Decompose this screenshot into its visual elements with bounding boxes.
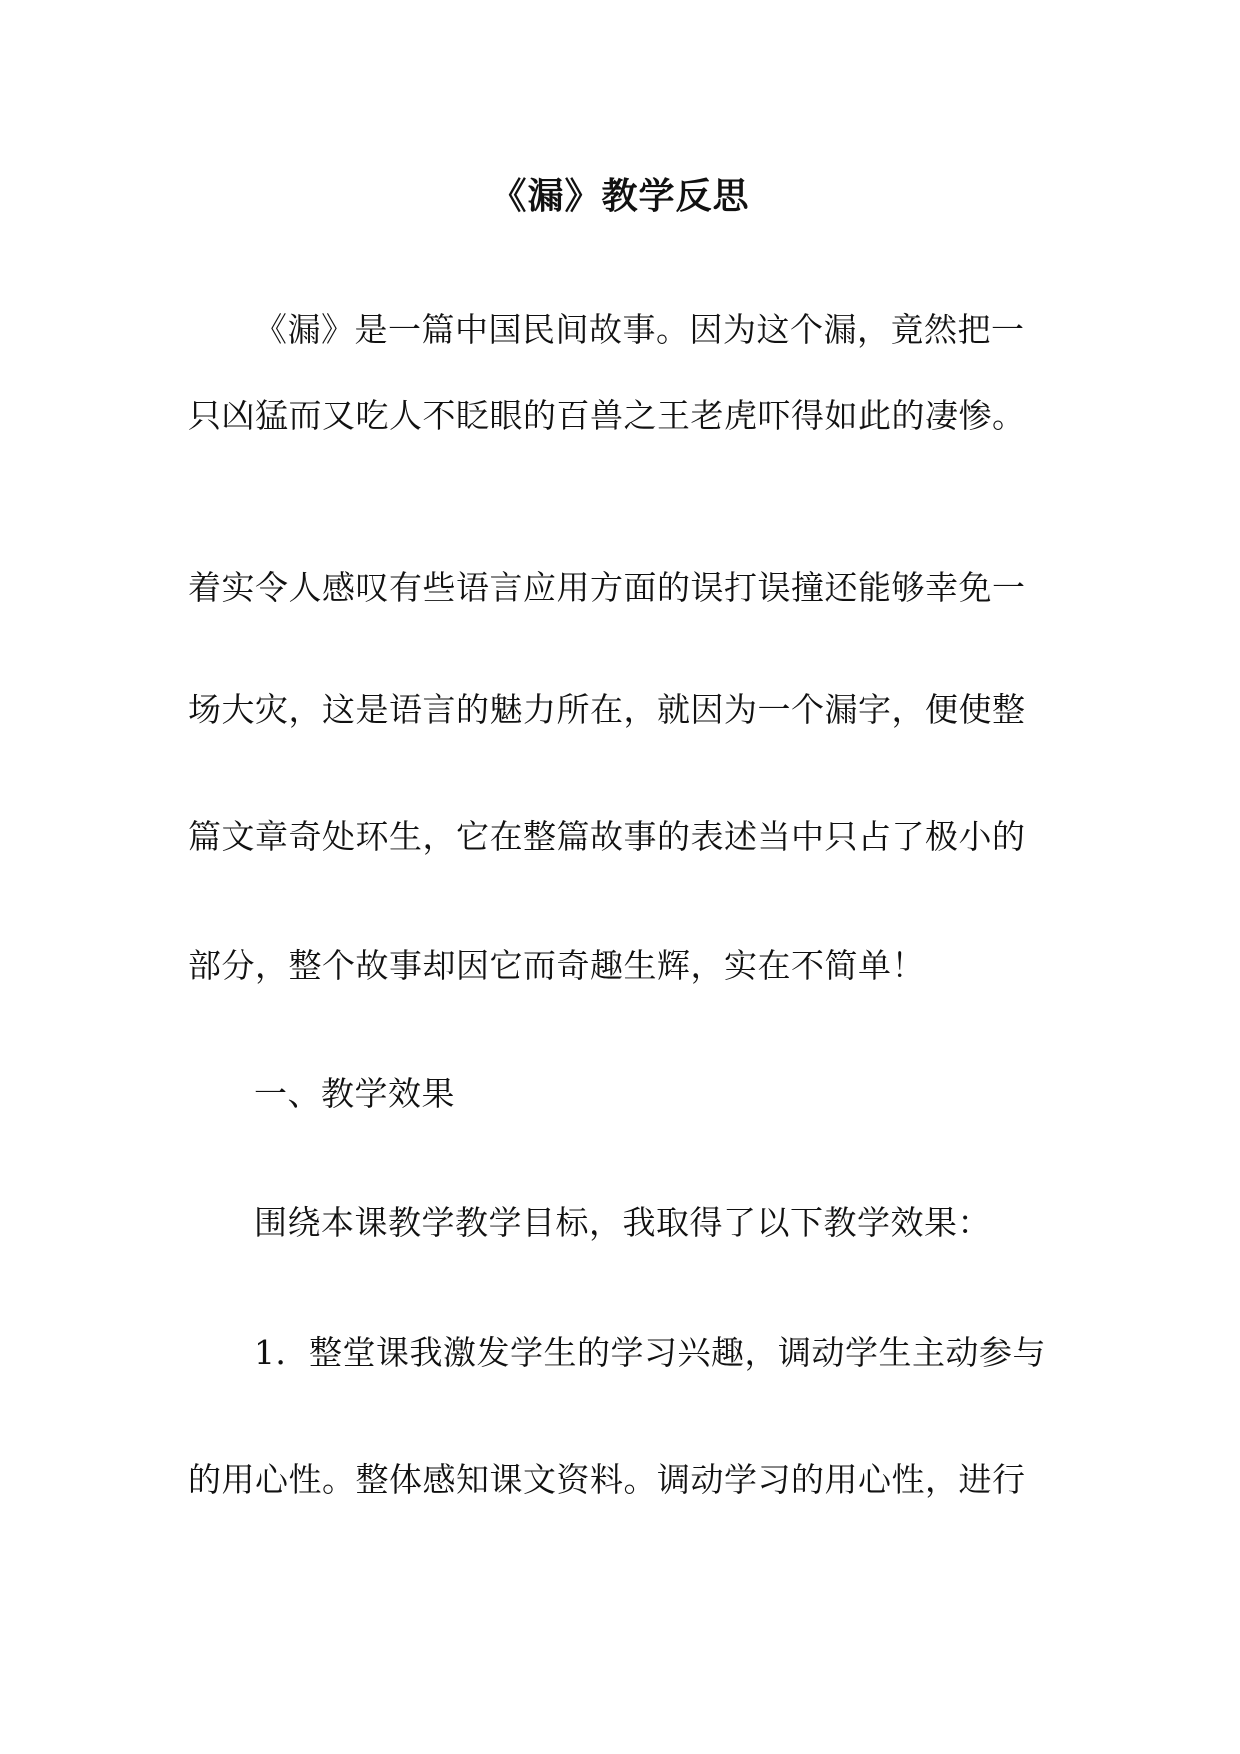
paragraph-line-5: 篇文章奇处环生，它在整篇故事的表述当中只占了极小的 xyxy=(188,817,1026,856)
paragraph-line-2: 只凶猛而又吃人不眨眼的百兽之王老虎吓得如此的凄惨。 xyxy=(188,396,1026,435)
paragraph-line-6: 部分，整个故事却因它而奇趣生辉，实在不简单！ xyxy=(188,946,925,985)
paragraph-line-1: 《漏》是一篇中国民间故事。因为这个漏，竟然把一 xyxy=(254,310,1025,349)
list-item-1-line-2: 的用心性。整体感知课文资料。调动学习的用心性，进行 xyxy=(188,1460,1026,1499)
section-heading-teaching-effect: 一、教学效果 xyxy=(254,1074,455,1113)
document-title: 《漏》教学反思 xyxy=(490,176,750,217)
paragraph-line-7: 围绕本课教学教学目标，我取得了以下教学效果： xyxy=(254,1203,991,1242)
list-item-1-line-1: 1．整堂课我激发学生的学习兴趣，调动学生主动参与 xyxy=(254,1333,1046,1372)
paragraph-line-4: 场大灾，这是语言的魅力所在，就因为一个漏字，便使整 xyxy=(188,690,1026,729)
paragraph-line-3: 着实令人感叹有些语言应用方面的误打误撞还能够幸免一 xyxy=(188,568,1026,607)
